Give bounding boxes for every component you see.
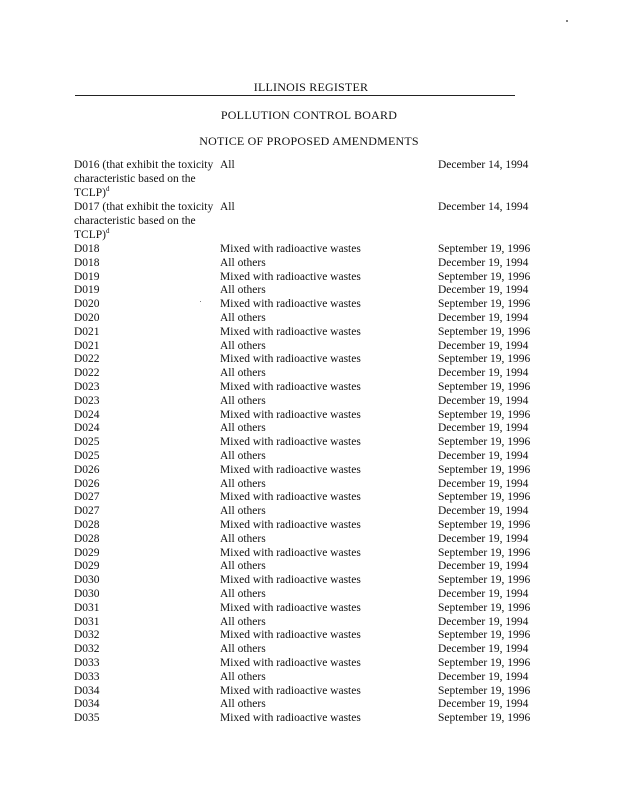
description-cell: All others <box>220 284 266 297</box>
effective-date-cell: September 19, 1996 <box>438 546 531 559</box>
description-cell: All others <box>220 256 266 269</box>
table-row <box>74 490 544 504</box>
description-cell: Mixed with radioactive wastes <box>220 325 361 338</box>
notice-title: NOTICE OF PROPOSED AMENDMENTS <box>199 134 419 148</box>
waste-code-cell: D022 <box>74 367 100 380</box>
effective-date-cell: December 19, 1994 <box>438 394 529 407</box>
effective-date-cell: December 19, 1994 <box>438 311 529 324</box>
table-row <box>74 366 544 380</box>
waste-code-cell: D025 <box>74 436 100 449</box>
waste-code-cell: D019 <box>74 270 100 283</box>
effective-date-cell: December 14, 1994 <box>438 201 529 213</box>
table-row <box>74 394 544 408</box>
table-row <box>74 504 544 518</box>
description-cell: All others <box>220 670 266 683</box>
footnote-marker: d <box>105 185 110 194</box>
waste-code-cell: D033 <box>74 656 100 669</box>
effective-date-cell: September 19, 1996 <box>438 712 531 725</box>
waste-code-cell: D032 <box>74 643 100 656</box>
waste-code-cell: D030 <box>74 574 100 587</box>
effective-date-cell: September 19, 1996 <box>438 243 531 255</box>
waste-code-text: D016 (that exhibit the toxicity characteristic based on the TCLP) <box>74 159 214 199</box>
table-row <box>74 711 544 725</box>
footnote-marker: d <box>105 227 110 236</box>
effective-date-cell: December 19, 1994 <box>438 532 529 545</box>
waste-code-cell: D021 <box>74 339 100 352</box>
description-cell: All others <box>220 532 266 545</box>
waste-code-cell: D023 <box>74 394 100 407</box>
description-cell: Mixed with radioactive wastes <box>220 518 361 531</box>
table-row <box>74 670 544 684</box>
description-cell: Mixed with radioactive wastes <box>220 243 361 255</box>
waste-code-cell: D025 <box>74 449 100 462</box>
table-row <box>74 518 544 532</box>
description-cell: All others <box>220 311 266 324</box>
effective-date-cell: September 19, 1996 <box>438 518 531 531</box>
description-cell: Mixed with radioactive wastes <box>220 491 361 504</box>
description-cell: Mixed with radioactive wastes <box>220 463 361 476</box>
description-cell: All others <box>220 394 266 407</box>
waste-code-cell: D029 <box>74 560 100 573</box>
waste-code-table <box>74 158 544 725</box>
table-row <box>74 421 544 435</box>
table-row <box>74 158 544 200</box>
table-row <box>74 546 544 560</box>
waste-code-cell: D024 <box>74 408 100 421</box>
table-row <box>74 642 544 656</box>
waste-code-cell <box>74 200 214 242</box>
effective-date-cell: September 19, 1996 <box>438 408 531 421</box>
description-cell: Mixed with radioactive wastes <box>220 574 361 587</box>
waste-code-cell <box>74 158 214 200</box>
waste-code-cell: D022 <box>74 353 100 366</box>
effective-date-cell: December 19, 1994 <box>438 284 529 297</box>
table-row <box>74 283 544 297</box>
effective-date-cell: December 19, 1994 <box>438 449 529 462</box>
waste-code-text: D017 (that exhibit the toxicity characteristic based on the TCLP) <box>74 201 214 241</box>
waste-code-cell: D023 <box>74 380 100 393</box>
table-row <box>74 684 544 698</box>
waste-code-cell: D034 <box>74 684 100 697</box>
effective-date-cell: December 19, 1994 <box>438 587 529 600</box>
table-row <box>74 200 544 242</box>
waste-code-cell: D018 <box>74 243 100 255</box>
effective-date-cell: September 19, 1996 <box>438 270 531 283</box>
effective-date-cell: September 19, 1996 <box>438 380 531 393</box>
effective-date-cell: December 19, 1994 <box>438 643 529 656</box>
waste-code-cell: D020 <box>74 298 100 311</box>
table-row <box>74 270 544 284</box>
table-row <box>74 532 544 546</box>
table-row <box>74 449 544 463</box>
table-row <box>74 463 544 477</box>
waste-code-cell: D034 <box>74 698 100 711</box>
effective-date-cell: December 19, 1994 <box>438 367 529 380</box>
effective-date-cell: September 19, 1996 <box>438 298 531 311</box>
scan-speck <box>566 20 568 22</box>
waste-code-cell: D032 <box>74 629 100 642</box>
waste-code-cell: D026 <box>74 477 100 490</box>
waste-code-cell: D031 <box>74 615 100 628</box>
description-cell: All others <box>220 560 266 573</box>
waste-code-cell: D028 <box>74 532 100 545</box>
effective-date-cell: September 19, 1996 <box>438 325 531 338</box>
table-row <box>74 435 544 449</box>
table-row <box>74 559 544 573</box>
description-cell: All others <box>220 339 266 352</box>
table-row <box>74 380 544 394</box>
description-cell: Mixed with radioactive wastes <box>220 546 361 559</box>
waste-code-cell: D035 <box>74 712 100 725</box>
description-cell: Mixed with radioactive wastes <box>220 353 361 366</box>
description-cell: Mixed with radioactive wastes <box>220 270 361 283</box>
description-cell: Mixed with radioactive wastes <box>220 601 361 614</box>
description-cell: All others <box>220 477 266 490</box>
effective-date-cell: December 19, 1994 <box>438 422 529 435</box>
waste-code-cell: D019 <box>74 284 100 297</box>
waste-code-cell: D028 <box>74 518 100 531</box>
table-row <box>74 325 544 339</box>
effective-date-cell: September 19, 1996 <box>438 491 531 504</box>
table-row <box>74 256 544 270</box>
simple-rows <box>74 242 544 725</box>
description-cell: Mixed with radioactive wastes <box>220 712 361 725</box>
effective-date-cell: December 19, 1994 <box>438 698 529 711</box>
table-row <box>74 408 544 422</box>
effective-date-cell: December 19, 1994 <box>438 505 529 518</box>
table-row <box>74 656 544 670</box>
effective-date-cell: September 19, 1996 <box>438 353 531 366</box>
table-row <box>74 352 544 366</box>
table-row <box>74 628 544 642</box>
description-cell: Mixed with radioactive wastes <box>220 408 361 421</box>
description-cell: All others <box>220 449 266 462</box>
waste-code-cell: D020 <box>74 311 100 324</box>
effective-date-cell: September 19, 1996 <box>438 629 531 642</box>
description-cell: Mixed with radioactive wastes <box>220 656 361 669</box>
description-cell: All others <box>220 422 266 435</box>
effective-date-cell: December 14, 1994 <box>438 159 529 171</box>
effective-date-cell: December 19, 1994 <box>438 256 529 269</box>
board-name: POLLUTION CONTROL BOARD <box>220 108 398 122</box>
effective-date-cell: December 19, 1994 <box>438 615 529 628</box>
waste-code-cell: D033 <box>74 670 100 683</box>
description-cell: All others <box>220 615 266 628</box>
description-cell: All others <box>220 643 266 656</box>
table-row <box>74 242 544 256</box>
waste-code-cell: D031 <box>74 601 100 614</box>
effective-date-cell: September 19, 1996 <box>438 574 531 587</box>
table-row <box>74 573 544 587</box>
table-row <box>74 297 544 311</box>
table-row <box>74 697 544 711</box>
description-cell: Mixed with radioactive wastes <box>220 436 361 449</box>
table-row <box>74 587 544 601</box>
effective-date-cell: September 19, 1996 <box>438 463 531 476</box>
header-rule <box>75 95 515 96</box>
waste-code-cell: D027 <box>74 491 100 504</box>
description-cell: Mixed with radioactive wastes <box>220 380 361 393</box>
waste-code-cell: D018 <box>74 256 100 269</box>
table-row <box>74 615 544 629</box>
waste-code-cell: D024 <box>74 422 100 435</box>
effective-date-cell: September 19, 1996 <box>438 656 531 669</box>
effective-date-cell: September 19, 1996 <box>438 601 531 614</box>
description-cell: All <box>220 201 235 213</box>
table-row <box>74 477 544 491</box>
table-row <box>74 311 544 325</box>
effective-date-cell: December 19, 1994 <box>438 339 529 352</box>
effective-date-cell: December 19, 1994 <box>438 560 529 573</box>
description-cell: Mixed with radioactive wastes <box>220 298 361 311</box>
table-row <box>74 339 544 353</box>
description-cell: All <box>220 159 235 171</box>
effective-date-cell: December 19, 1994 <box>438 477 529 490</box>
description-cell: All others <box>220 505 266 518</box>
description-cell: All others <box>220 587 266 600</box>
effective-date-cell: December 19, 1994 <box>438 670 529 683</box>
description-cell: Mixed with radioactive wastes <box>220 684 361 697</box>
waste-code-cell: D030 <box>74 587 100 600</box>
waste-code-cell: D026 <box>74 463 100 476</box>
waste-code-cell: D027 <box>74 505 100 518</box>
description-cell: Mixed with radioactive wastes <box>220 629 361 642</box>
register-title: ILLINOIS REGISTER <box>253 80 369 94</box>
waste-code-cell: D021 <box>74 325 100 338</box>
effective-date-cell: September 19, 1996 <box>438 684 531 697</box>
description-cell: All others <box>220 698 266 711</box>
description-cell: All others <box>220 367 266 380</box>
effective-date-cell: September 19, 1996 <box>438 436 531 449</box>
waste-code-cell: D029 <box>74 546 100 559</box>
table-row <box>74 601 544 615</box>
